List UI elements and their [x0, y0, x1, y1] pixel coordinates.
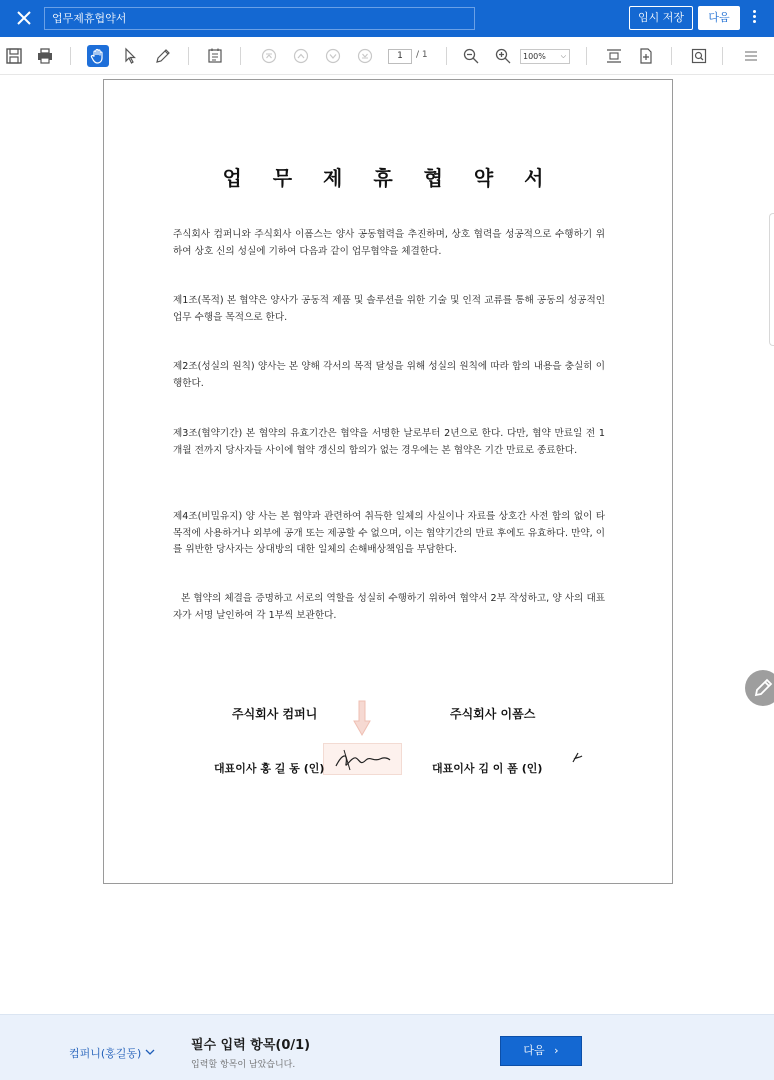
- chevron-right-icon: ›: [554, 1044, 559, 1057]
- next-button[interactable]: [500, 1036, 582, 1066]
- document-page: [103, 79, 673, 884]
- pen-icon[interactable]: [152, 45, 174, 67]
- paragraph-article-2: 제2조(성실의 원칙) 양사는 본 양해 각서의 목적 달성을 위해 성실의 원칙에 따라 합의 내용을 충실히 이행한다.: [173, 361, 605, 389]
- page-number-input[interactable]: 1: [388, 49, 412, 64]
- bottom-bar: [0, 1014, 774, 1080]
- signature-icon: [324, 744, 403, 776]
- first-page-icon[interactable]: [258, 45, 280, 67]
- arrow-down-icon: [351, 699, 373, 739]
- party-left: 주식회사 컴퍼니: [232, 707, 318, 721]
- hand-icon[interactable]: [87, 45, 109, 67]
- next-button-top[interactable]: 다음: [698, 6, 740, 30]
- edit-pencil-icon[interactable]: [745, 670, 774, 706]
- party-right: 주식회사 이폼스: [450, 707, 536, 721]
- required-fields-subtitle: 입력할 항목이 남았습니다.: [191, 1060, 296, 1070]
- last-page-icon[interactable]: [354, 45, 376, 67]
- required-fields-title: 필수 입력 항목(0/1): [191, 1038, 311, 1053]
- zoom-select[interactable]: 100% ⌵: [520, 49, 570, 64]
- top-bar: [0, 0, 774, 37]
- chevron-down-icon: [145, 1047, 155, 1060]
- paragraph-article-4: 제4조(비밀유지) 양 사는 본 협약과 관련하여 취득한 일체의 사실이나 자료를 상호간 사전 합의 없이 타 목적에 사용하거나 외부에 공개 또는 제공할 수 없으며, 이는 협약기간의 만료 후에도 유효하다. 만약, 이를 위반한 당사자는 상대방의 대한 일체의 손해배상책임을 부담한다.: [173, 511, 605, 555]
- next-button-label: 다음: [523, 1044, 545, 1057]
- search-icon[interactable]: [688, 45, 710, 67]
- add-page-icon[interactable]: [635, 45, 657, 67]
- signature-field[interactable]: [323, 743, 402, 775]
- next-page-icon[interactable]: [322, 45, 344, 67]
- more-menu-icon[interactable]: [748, 8, 760, 30]
- signer-label: 컴퍼니(홍길동): [69, 1047, 142, 1060]
- zoom-in-icon[interactable]: [492, 45, 514, 67]
- viewer-toolbar: [0, 37, 774, 75]
- paragraph-intro: 주식회사 컴퍼니와 주식회사 이폼스는 양사 공동협력을 추진하며, 상호 협력을 성공적으로 수행하기 위하여 상호 신의 성실에 기하여 다음과 같이 업무협약을 체결한다.: [173, 229, 605, 257]
- memo-icon[interactable]: [204, 45, 226, 67]
- zoom-out-icon[interactable]: [460, 45, 482, 67]
- rep-right: 대표이사 김 이 폼 (인): [432, 762, 543, 775]
- print-icon[interactable]: [34, 45, 56, 67]
- document-title-input[interactable]: 업무제휴협약서: [44, 7, 475, 30]
- signer-select[interactable]: [69, 1045, 155, 1061]
- side-scroll-tab[interactable]: [769, 213, 774, 346]
- fit-page-icon[interactable]: [603, 45, 625, 67]
- pointer-icon[interactable]: [119, 45, 141, 67]
- paragraph-article-3: 제3조(협약기간) 본 협약의 유효기간은 협약을 서명한 날로부터 2년으로 한다. 다만, 협약 만료일 전 1개월 전까지 당사자들 사이에 협약 갱신의 합의가 없는 경우에는 본 협약은 기간 만료로 종료한다.: [173, 428, 605, 456]
- temp-save-button[interactable]: 임시 저장: [629, 6, 693, 30]
- menu-icon[interactable]: [740, 45, 762, 67]
- prev-page-icon[interactable]: [290, 45, 312, 67]
- small-signature-icon: [570, 750, 584, 766]
- close-icon[interactable]: [14, 8, 34, 28]
- paragraph-closing: 본 협약의 체결을 증명하고 서로의 역할을 성실히 수행하기 위하여 협약서 2부 작성하고, 양 사의 대표자가 서명 날인하여 각 1부씩 보관한다.: [173, 593, 605, 621]
- paragraph-article-1: 제1조(목적) 본 협약은 양사가 공동적 제품 및 솔루션을 위한 기술 및 인적 교류를 통해 공동의 성공적인 업무 수행을 목적으로 한다.: [173, 295, 605, 323]
- page-total: / 1: [416, 50, 428, 60]
- zoom-value: 100%: [523, 52, 546, 61]
- save-icon[interactable]: [3, 45, 25, 67]
- document-title: 업 무 제 휴 협 약 서: [222, 166, 556, 190]
- rep-left: 대표이사 홍 길 동 (인): [214, 762, 325, 775]
